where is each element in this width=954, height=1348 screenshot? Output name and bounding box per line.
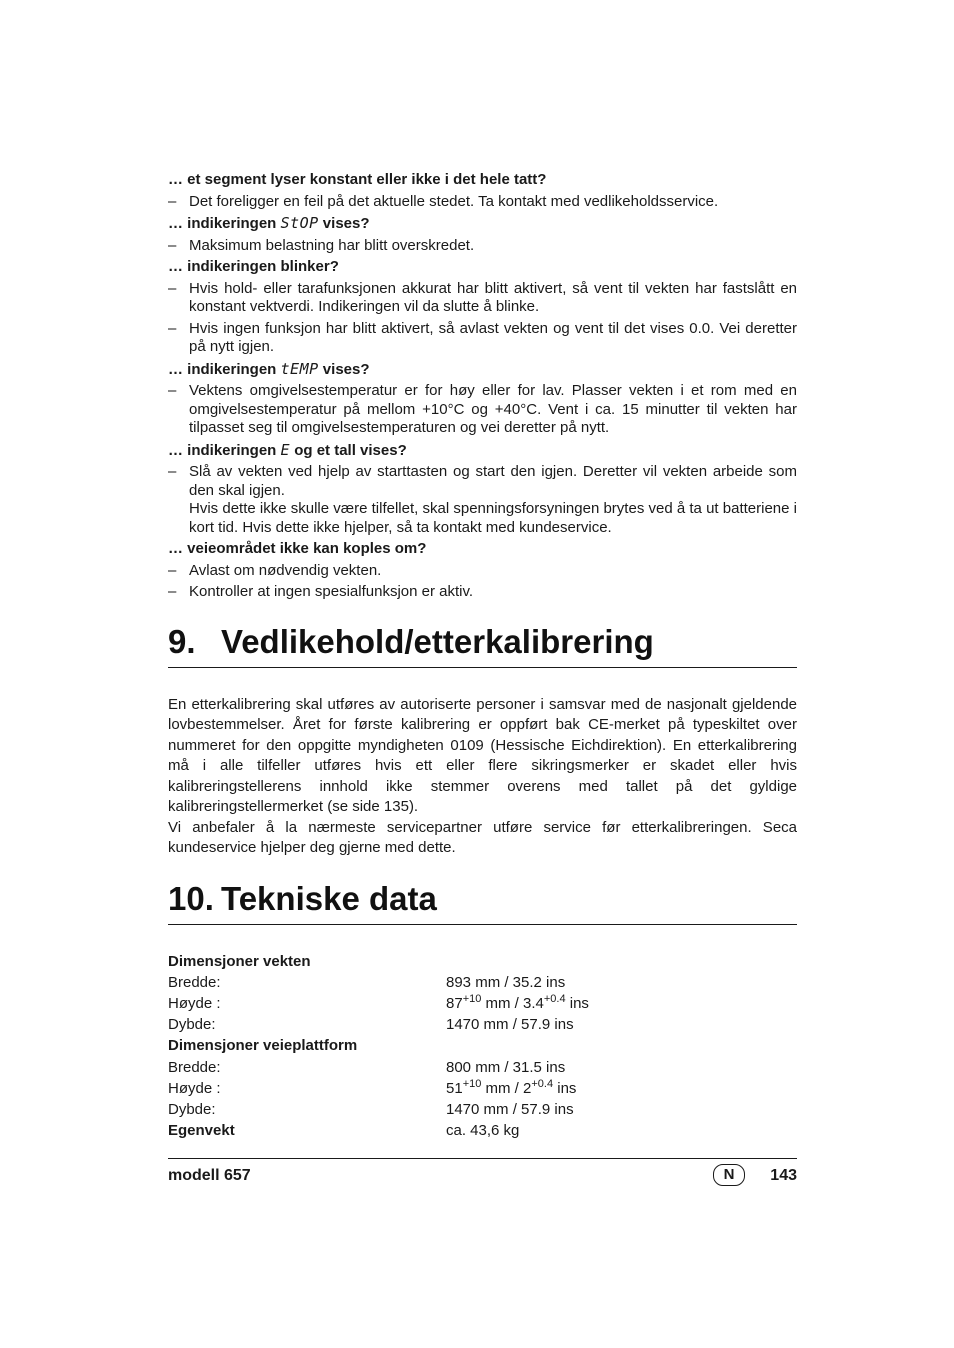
- dash-bullet: –: [168, 561, 177, 579]
- tolerance: +0.4: [531, 1077, 554, 1090]
- table-row: [168, 1014, 797, 1035]
- section-10-number: 10.: [168, 879, 214, 917]
- faq-answer: [168, 320, 797, 357]
- question-text: … et segment lyser konstant eller ikke i det hele tatt?: [168, 171, 547, 188]
- value-part: 51: [446, 1079, 463, 1097]
- spec-label: Dybde:: [168, 1100, 216, 1118]
- section-9-paragraph: Vi anbefaler å la nærmeste servicepartner utføre service før etterkalibreringen. Seca kundeservice hjelper deg gjerne med dette.: [168, 818, 797, 856]
- tolerance: +0.4: [543, 992, 566, 1005]
- display-readout: tEMP: [280, 359, 319, 378]
- page-number: 143: [770, 1167, 797, 1184]
- question-text: … indikeringen blinker?: [168, 258, 339, 275]
- spec-label: Dybde:: [168, 1016, 216, 1034]
- faq-answer: [168, 237, 797, 256]
- spec-value: [446, 1078, 797, 1099]
- tolerance: +10: [462, 992, 482, 1005]
- table-row: [168, 993, 797, 1014]
- technical-data-table: [168, 951, 797, 1142]
- spec-label: Høyde :: [168, 994, 221, 1012]
- section-9-heading: [168, 622, 797, 668]
- spec-heading: Dimensjoner veieplattform: [168, 1037, 358, 1055]
- faq-answer: [168, 562, 797, 581]
- answer-text: Hvis ingen funksjon har blitt aktivert, så avlast vekten og vent til det vises 0.0. Vei deretter på nytt igjen.: [189, 319, 797, 355]
- page-footer: [168, 1158, 797, 1184]
- spec-value: [446, 993, 797, 1014]
- dash-bullet: –: [168, 236, 177, 254]
- answer-text: Avlast om nødvendig vekten.: [189, 561, 382, 579]
- dash-bullet: –: [168, 382, 177, 399]
- table-row: [168, 1120, 797, 1141]
- tolerance: +10: [462, 1077, 482, 1090]
- dash-bullet: –: [168, 319, 177, 337]
- answer-text: Maksimum belastning har blitt overskredet.: [189, 236, 475, 254]
- answer-text: Vektens omgivelsestemperatur er for høy eller for lav. Plasser vekten i et rom med en omgivelsestemperatur på mellom +10°C og +40°C. Vent i ca. 15 minutter til vekten har tilpasset seg til omgivelsestemperaturen og vei deretter på nytt.: [189, 382, 797, 436]
- table-row: [168, 1078, 797, 1099]
- spec-heading: Egenvekt: [168, 1122, 235, 1140]
- value-part: ins: [553, 1079, 577, 1097]
- section-9-paragraph: En etterkalibrering skal utføres av autoriserte personer i samsvar med de nasjonalt gjeldende lovbestemmelser. Året for første kalibrering er oppført bak CE-merket på typeskiltet over nummeret for den oppgitte myndigheten 0109 (Hessische Eichdirektion). En etterkalibrering må i alle tilfeller utføres hvis ett eller flere sikringsmerker er skadet eller hvis kalibreringstellerens innhold ikke stemmer overens med tallet på det gyldige kalibreringstellermerket (se side 135).: [168, 695, 797, 815]
- table-row: [168, 1057, 797, 1078]
- faq-answer: [168, 583, 797, 602]
- question-text: … indikeringen: [168, 215, 281, 232]
- value-part: ins: [565, 994, 589, 1012]
- faq-question: [168, 171, 797, 190]
- section-10-title: Tekniske data: [221, 879, 437, 917]
- question-text: vises?: [318, 360, 370, 378]
- faq-answer: [168, 463, 797, 537]
- spec-label: Bredde:: [168, 973, 221, 991]
- dash-bullet: –: [168, 192, 177, 210]
- table-row: [168, 1099, 797, 1120]
- faq-question: [168, 258, 797, 277]
- spec-value: 1470 mm / 57.9 ins: [446, 1016, 574, 1034]
- section-9-body: [168, 695, 797, 859]
- spec-value: 893 mm / 35.2 ins: [446, 973, 566, 991]
- dash-bullet: –: [168, 463, 177, 480]
- answer-text: Hvis hold- eller tarafunksjonen akkurat har blitt aktivert, så vent til vekten har fastslått en konstant vektverdi. Indikeringen vil da slutte å blinke.: [189, 279, 797, 315]
- answer-text: Slå av vekten ved hjelp av starttasten og start den igjen. Deretter vil vekten arbeide som den skal igjen. Hvis dette ikke skulle være tilfellet, skal spenningsforsyningen brytes ved å ta ut batteriene i kort tid. Hvis dette ikke hjelper, så ta kontakt med kundeservice.: [189, 463, 797, 536]
- spec-value: ca. 43,6 kg: [446, 1122, 520, 1140]
- display-readout: E: [280, 440, 291, 459]
- dash-bullet: –: [168, 279, 177, 297]
- spec-label: Høyde :: [168, 1079, 221, 1097]
- spec-heading: Dimensjoner vekten: [168, 952, 311, 970]
- question-text: vises?: [318, 215, 370, 232]
- faq-answer: [168, 193, 797, 212]
- display-readout: StOP: [280, 214, 319, 232]
- spec-value: 800 mm / 31.5 ins: [446, 1058, 566, 1076]
- faq-question: [168, 214, 797, 234]
- table-row: [168, 1035, 797, 1056]
- section-10-heading: [168, 879, 797, 925]
- page-content: [168, 171, 797, 1141]
- troubleshooting-list: [168, 171, 797, 602]
- spec-value: 1470 mm / 57.9 ins: [446, 1100, 574, 1118]
- dash-bullet: –: [168, 583, 177, 600]
- value-part: mm / 3.4: [481, 994, 544, 1012]
- question-text: og et tall vises?: [290, 441, 407, 459]
- value-part: 87: [446, 994, 463, 1012]
- faq-question: [168, 540, 797, 559]
- model-name: modell 657: [168, 1167, 251, 1184]
- question-text: … veieområdet ikke kan koples om?: [168, 540, 427, 557]
- section-9-number: 9.: [168, 622, 196, 660]
- faq-answer: [168, 280, 797, 317]
- answer-text: Kontroller at ingen spesialfunksjon er aktiv.: [189, 583, 474, 600]
- faq-question: [168, 360, 797, 380]
- question-text: … indikeringen: [168, 360, 281, 378]
- language-badge: N: [713, 1164, 745, 1186]
- table-row: [168, 972, 797, 993]
- value-part: mm / 2: [481, 1079, 532, 1097]
- question-text: … indikeringen: [168, 441, 281, 459]
- answer-text: Det foreligger en feil på det aktuelle stedet. Ta kontakt med vedlikeholdsservice.: [189, 192, 719, 210]
- faq-question: [168, 441, 797, 461]
- spec-label: Bredde:: [168, 1058, 221, 1076]
- section-9-title: Vedlikehold/etterkalibrering: [221, 622, 654, 660]
- table-row: [168, 951, 797, 972]
- faq-answer: [168, 382, 797, 438]
